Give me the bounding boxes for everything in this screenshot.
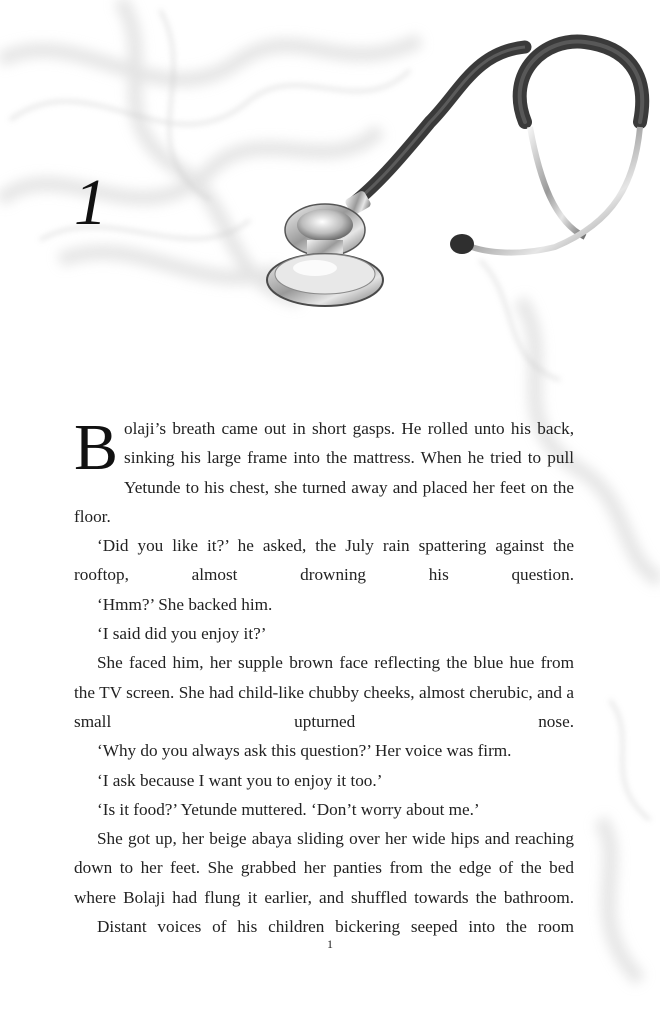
paragraph-5: She faced him, her supple brown face reflecting the blue hue from the TV screen. She had child-like chubby cheeks, almost cherubic, and a small upturned nose. — [74, 653, 574, 731]
drop-cap: B — [74, 411, 119, 484]
paragraph-10: Distant voices of his children bickering seeped into the room — [97, 917, 574, 937]
stethoscope-icon — [255, 12, 660, 317]
paragraph-6: ‘Why do you always ask this question?’ Her voice was firm. — [97, 741, 512, 761]
chapter-number: 1 — [74, 166, 107, 239]
paragraph-9: She got up, her beige abaya sliding over her wide hips and reaching down to her feet. She grabbed her panties from the edge of the bed where Bolaji had flung it earlier, and shuffled towards the bathroom. — [74, 829, 574, 907]
paragraph-7: ‘I ask because I want you to enjoy it too.’ — [97, 770, 383, 790]
paragraph-2: ‘Did you like it?’ he asked, the July rain spattering against the rooftop, almost drowning his question. — [74, 536, 574, 585]
page-number: 1 — [327, 937, 333, 951]
chapter-body — [74, 411, 574, 941]
paragraph-1: Bolaji’s breath came out in short gasps. He rolled unto his back, sinking his large frame into the mattress. When he tried to pull Yetunde to his chest, she turned away and placed her feet on the floor. — [74, 411, 574, 526]
paragraph-8: ‘Is it food?’ Yetunde muttered. ‘Don’t worry about me.’ — [97, 799, 480, 819]
paragraph-3: ‘Hmm?’ She backed him. — [97, 594, 273, 614]
paragraph-4: ‘I said did you enjoy it?’ — [97, 624, 267, 644]
